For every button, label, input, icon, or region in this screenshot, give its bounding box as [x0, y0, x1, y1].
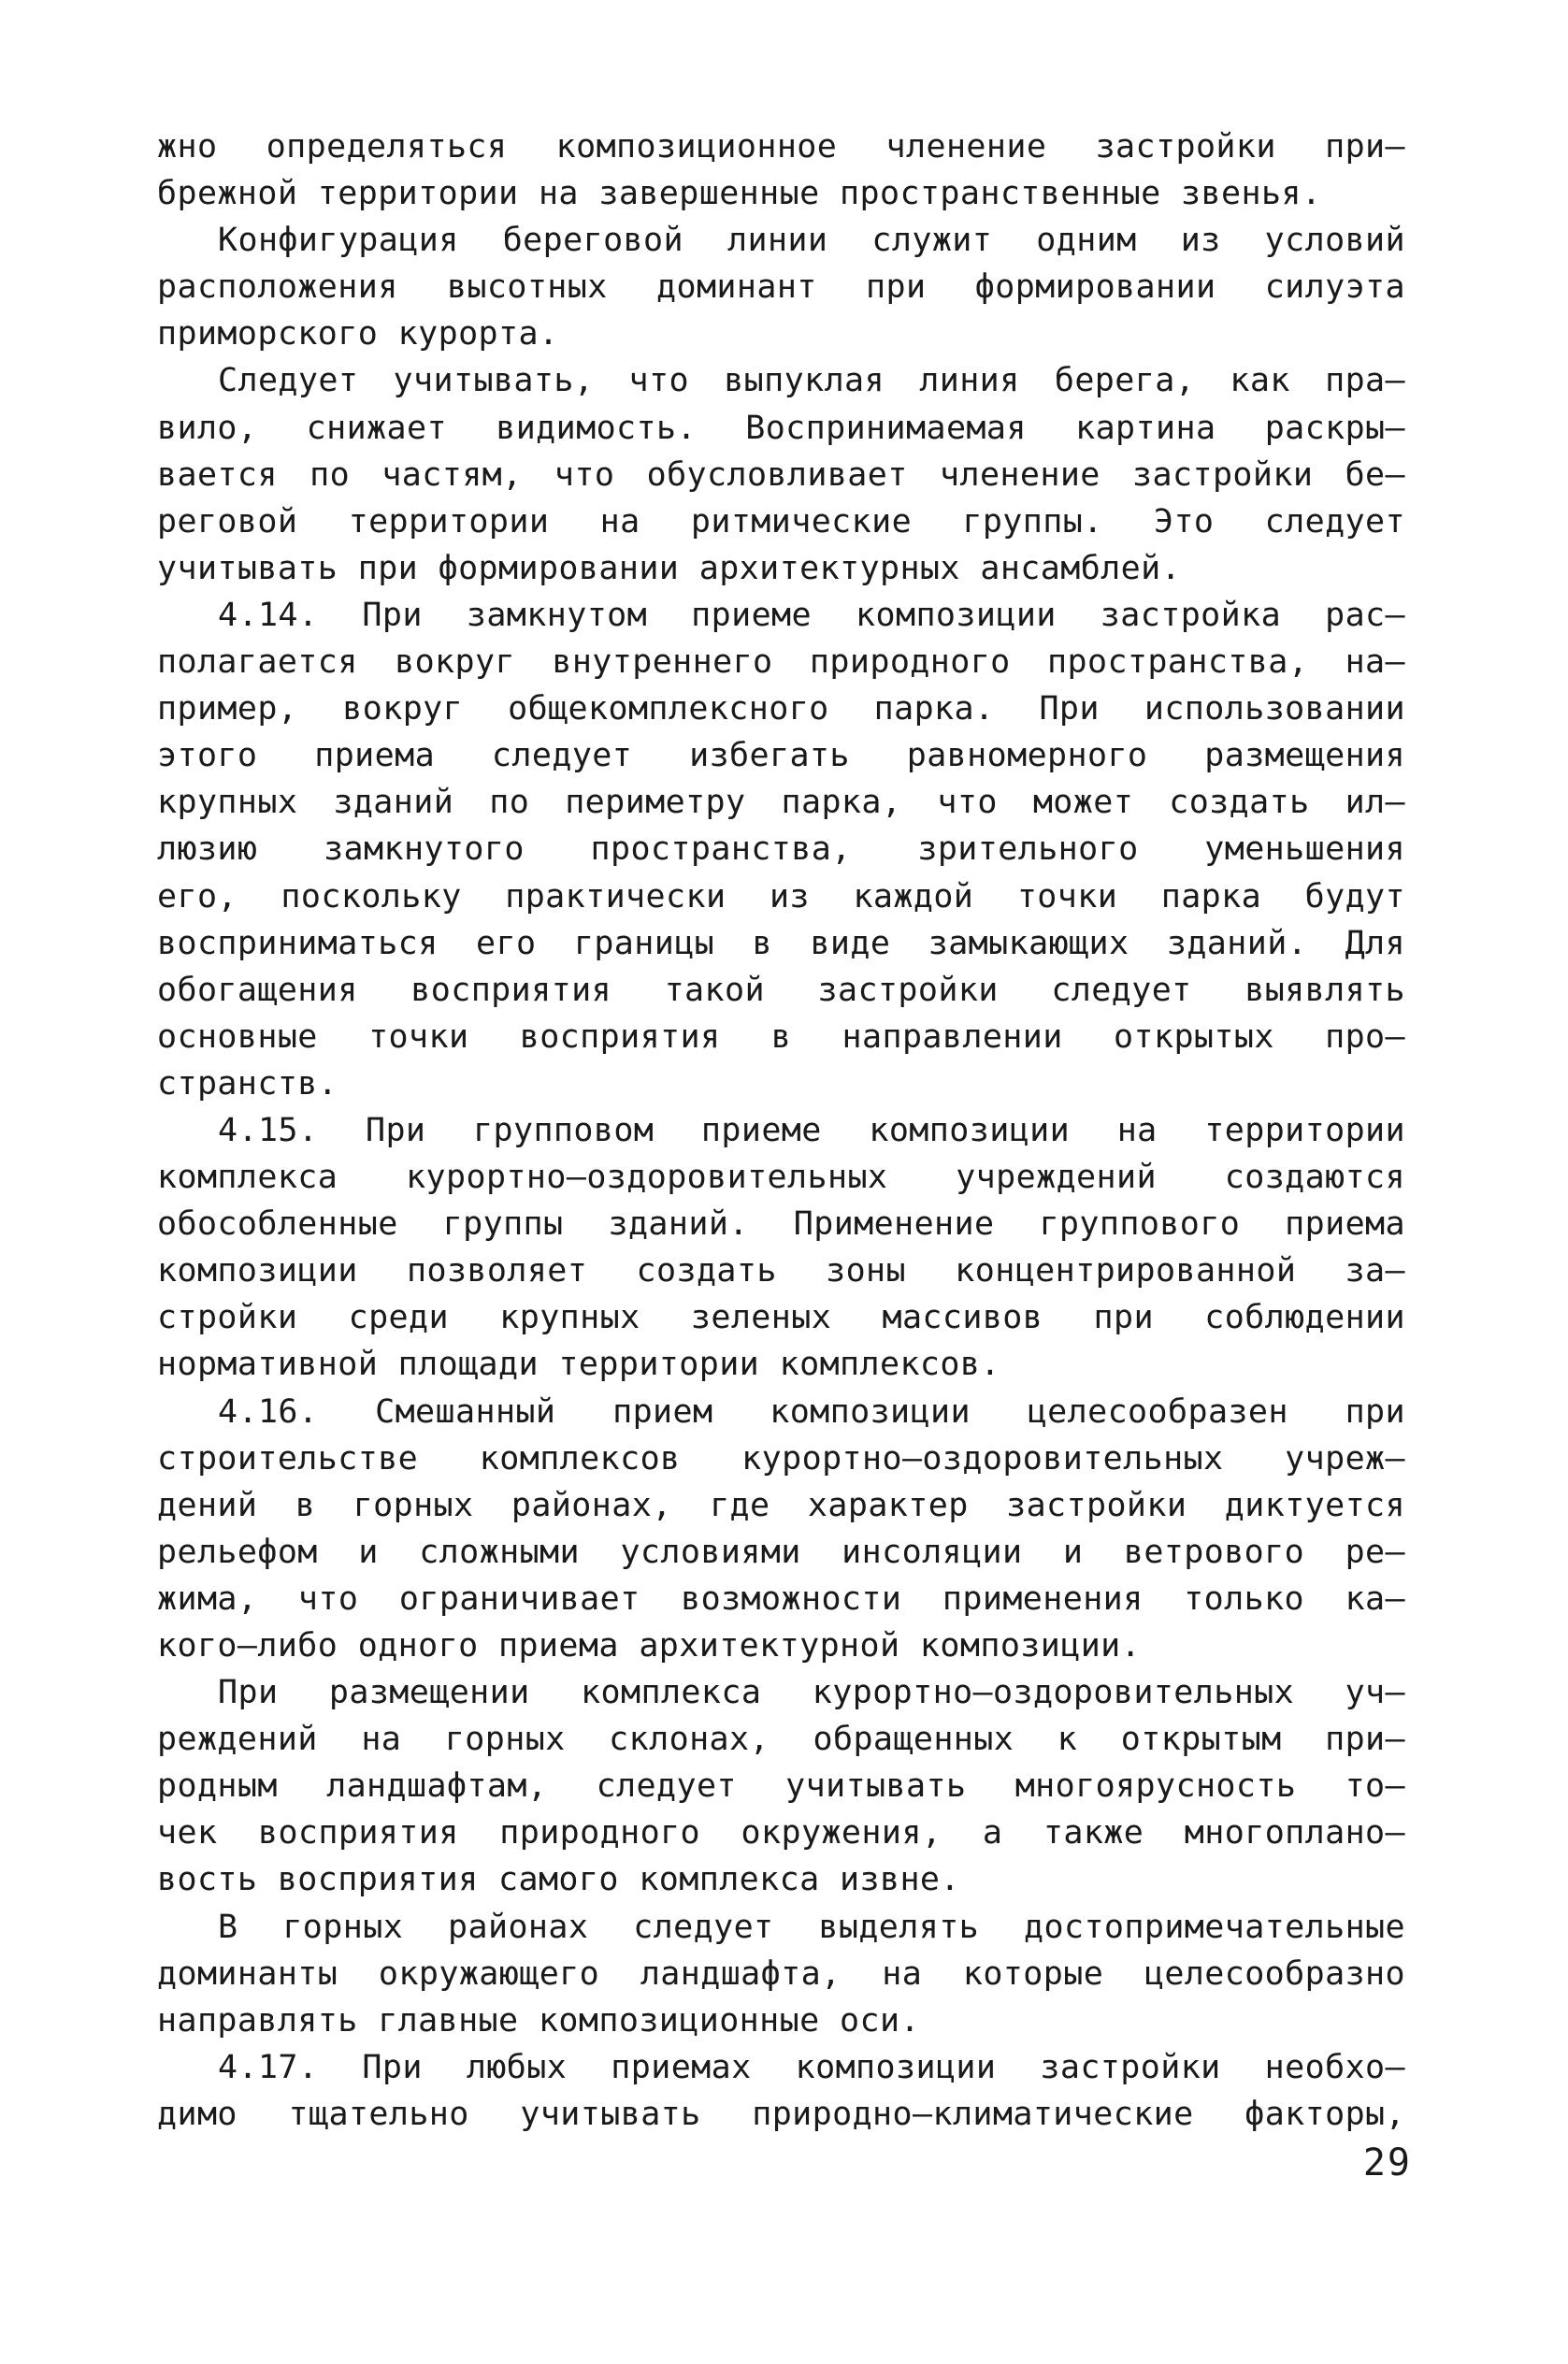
text-line: 4.14. При замкнутом приеме композиции застройка рас– [218, 596, 1405, 634]
text-line: кого–либо одного приема архитектурной композиции. [157, 1627, 1142, 1665]
text-line: направлять главные композиционные оси. [157, 2001, 920, 2040]
text-line: его, поскольку практически из каждой точки парка будут [157, 877, 1405, 915]
text-line: вается по частям, что обусловливает членение застройки бе– [157, 455, 1405, 494]
text-line: реговой территории на ритмические группы. Это следует [157, 502, 1405, 541]
text-line: крупных зданий по периметру парка, что может создать ил– [157, 784, 1405, 822]
text-line: Следует учитывать, что выпуклая линия берега, как пра– [218, 362, 1405, 400]
text-line: 4.17. При любых приемах композиции застройки необхо– [218, 2048, 1405, 2086]
text-line: При размещении комплекса курортно–оздоровительных уч– [218, 1674, 1405, 1712]
text-line: чек восприятия природного окружения, а также многоплано– [157, 1814, 1405, 1852]
text-line: нормативной площади территории комплексов. [157, 1346, 1000, 1384]
text-line: димо тщательно учитывать природно–климатические факторы, [157, 2095, 1405, 2133]
text-line: реждений на горных склонах, обращенных к открытым при– [157, 1721, 1405, 1759]
text-line: приморского курорта. [157, 315, 559, 353]
page-number: 29 [1362, 2141, 1412, 2184]
text-line: пример, вокруг общекомплексного парка. При использовании [157, 690, 1405, 728]
body-text [157, 123, 1405, 2138]
text-line: рельефом и сложными условиями инсоляции и ветрового ре– [157, 1533, 1405, 1571]
text-line: странств. [157, 1064, 338, 1103]
text-line: основные точки восприятия в направлении открытых про– [157, 1017, 1405, 1056]
text-line: люзию замкнутого пространства, зрительного уменьшения [157, 830, 1405, 869]
text-line: этого приема следует избегать равномерного размещения [157, 737, 1405, 775]
text-line: полагается вокруг внутреннего природного пространства, на– [157, 643, 1405, 682]
text-line: учитывать при формировании архитектурных ансамблей. [157, 549, 1182, 587]
text-line: В горных районах следует выделять достопримечательные [218, 1908, 1405, 1946]
text-line: Конфигурация береговой линии служит одним из условий [218, 222, 1405, 260]
text-line: 4.16. Смешанный прием композиции целесообразен при [218, 1392, 1405, 1431]
text-line: композиции позволяет создать зоны концентрированной за– [157, 1252, 1405, 1290]
text-line: доминанты окружающего ландшафта, на которые целесообразно [157, 1954, 1405, 1993]
text-line: жно определяться композиционное членение застройки при– [157, 128, 1405, 166]
text-line: родным ландшафтам, следует учитывать многоярусность то– [157, 1767, 1405, 1806]
text-line: комплекса курортно–оздоровительных учреждений создаются [157, 1159, 1405, 1197]
text-line: стройки среди крупных зеленых массивов при соблюдении [157, 1299, 1405, 1337]
text-line: обогащения восприятия такой застройки следует выявлять [157, 971, 1405, 1009]
text-line: расположения высотных доминант при формировании силуэта [157, 268, 1405, 307]
text-line: 4.15. При групповом приеме композиции на территории [218, 1111, 1405, 1149]
text-line: обособленные группы зданий. Применение группового приема [157, 1205, 1405, 1244]
text-line: брежной территории на завершенные пространственные звенья. [157, 175, 1322, 213]
text-line: вило, снижает видимость. Воспринимаемая картина раскры– [157, 409, 1405, 447]
text-line: строительстве комплексов курортно–оздоровительных учреж– [157, 1439, 1405, 1478]
text-line: жима, что ограничивает возможности применения только ка– [157, 1579, 1405, 1618]
text-line: вость восприятия самого комплекса извне. [157, 1861, 960, 1899]
text-line: восприниматься его границы в виде замыкающих зданий. Для [157, 924, 1405, 962]
text-line: дений в горных районах, где характер застройки диктуется [157, 1486, 1405, 1524]
